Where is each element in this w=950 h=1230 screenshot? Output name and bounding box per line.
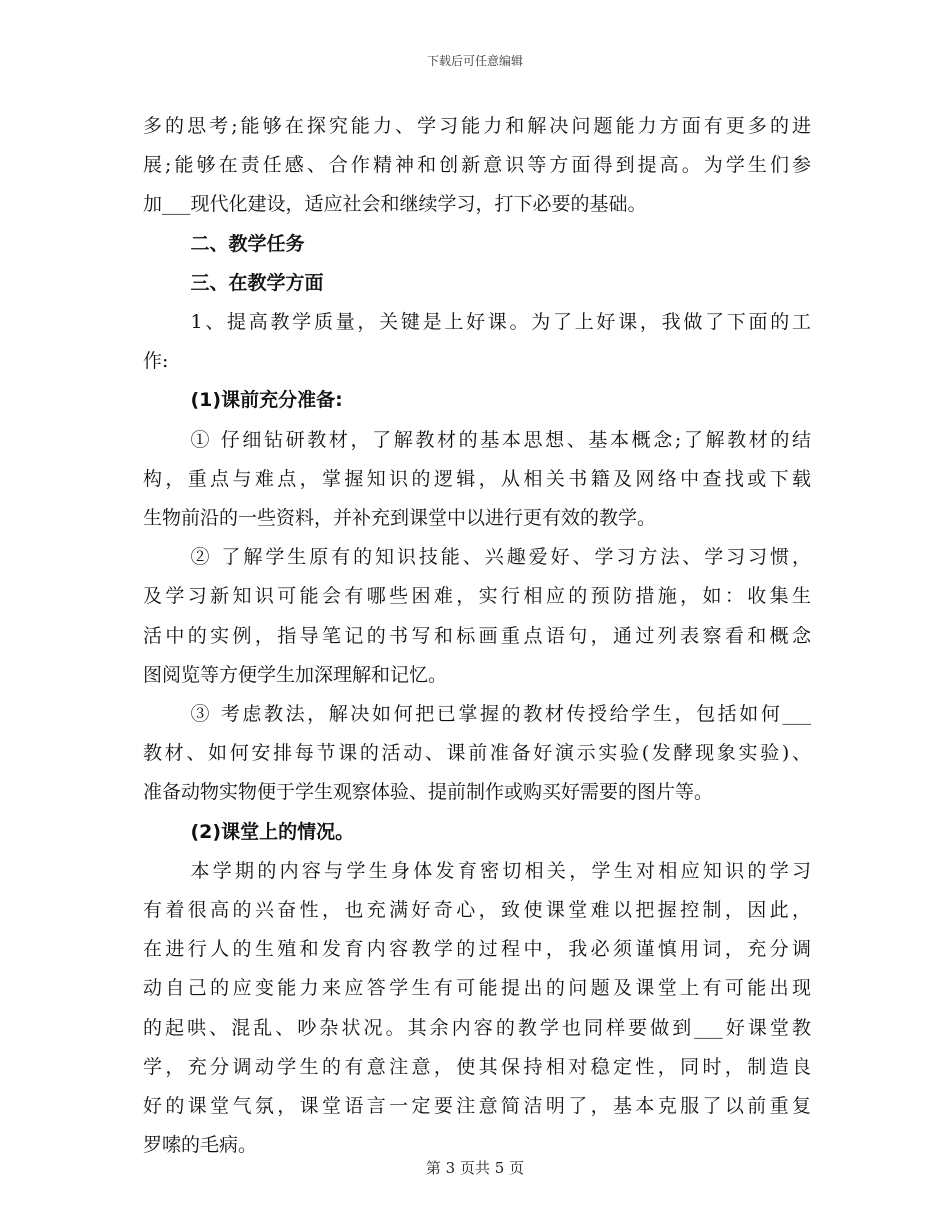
text-line: 在进行人的生殖和发育内容教学的过程中，我必须谨慎用词，充分调: [143, 938, 811, 961]
text-line: 准备动物实物便于学生观察体验、提前制作或购买好需要的图片等。: [143, 781, 714, 804]
text-line: 有着很高的兴奋性，也充满好奇心，致使课堂难以把握控制，因此，: [143, 899, 811, 922]
text-line: 学，充分调动学生的有意注意，使其保持相对稳定性，同时，制造良: [143, 1055, 811, 1078]
page-header: 下载后可任意编辑: [426, 54, 523, 68]
text-line: 生物前沿的一些资料，并补充到课堂中以进行更有效的教学。: [143, 507, 657, 530]
section-heading: 三、在教学方面: [190, 271, 324, 294]
text-line: ③ 考虑教法，解决如何把已掌握的教材传授给学生，包括如何___: [190, 703, 811, 726]
text-line: 教材、如何安排每节课的活动、课前准备好演示实验(发酵现象实验)、: [143, 742, 811, 765]
document-body: [143, 107, 811, 1165]
text-line: 展;能够在责任感、合作精神和创新意识等方面得到提高。为学生们参: [143, 154, 811, 177]
text-line: 罗嗦的毛病。: [143, 1134, 258, 1157]
text-line: 的起哄、混乱、吵杂状况。其余内容的教学也同样要做到___好课堂教: [143, 1016, 811, 1039]
text-line: 及学习新知识可能会有哪些困难，实行相应的预防措施，如：收集生: [143, 585, 811, 608]
text-line: ② 了解学生原有的知识技能、兴趣爱好、学习方法、学习习惯，: [190, 546, 811, 569]
text-line: 构，重点与难点，掌握知识的逻辑，从相关书籍及网络中查找或下载: [143, 467, 811, 490]
text-line: 本学期的内容与学生身体发育密切相关，学生对相应知识的学习: [190, 859, 811, 882]
text-line: 多的思考;能够在探究能力、学习能力和解决问题能力方面有更多的进: [143, 115, 811, 137]
section-heading: 二、教学任务: [190, 232, 305, 255]
text-line: 好的课堂气氛，课堂语言一定要注意简洁明了，基本克服了以前重复: [143, 1095, 811, 1118]
text-line: 活中的实例，指导笔记的书写和标画重点语句，通过列表察看和概念: [143, 624, 811, 647]
text-line: 作:: [143, 350, 169, 373]
text-line: ① 仔细钻研教材，了解教材的基本思想、基本概念;了解教材的结: [190, 428, 811, 451]
text-line: 动自己的应变能力来应答学生有可能提出的问题及课堂上有可能出现: [143, 977, 811, 1000]
text-line: 加___现代化建设，适应社会和继续学习，打下必要的基础。: [143, 193, 647, 216]
page-number: 第 3 页共 5 页: [425, 1159, 525, 1177]
text-line: 图阅览等方便学生加深理解和记忆。: [143, 663, 448, 686]
subsection-heading: (1)课前充分准备:: [190, 389, 343, 412]
subsection-heading: (2)课堂上的情况。: [190, 820, 355, 843]
text-line: 1、提高教学质量，关键是上好课。为了上好课，我做了下面的工: [190, 311, 811, 334]
